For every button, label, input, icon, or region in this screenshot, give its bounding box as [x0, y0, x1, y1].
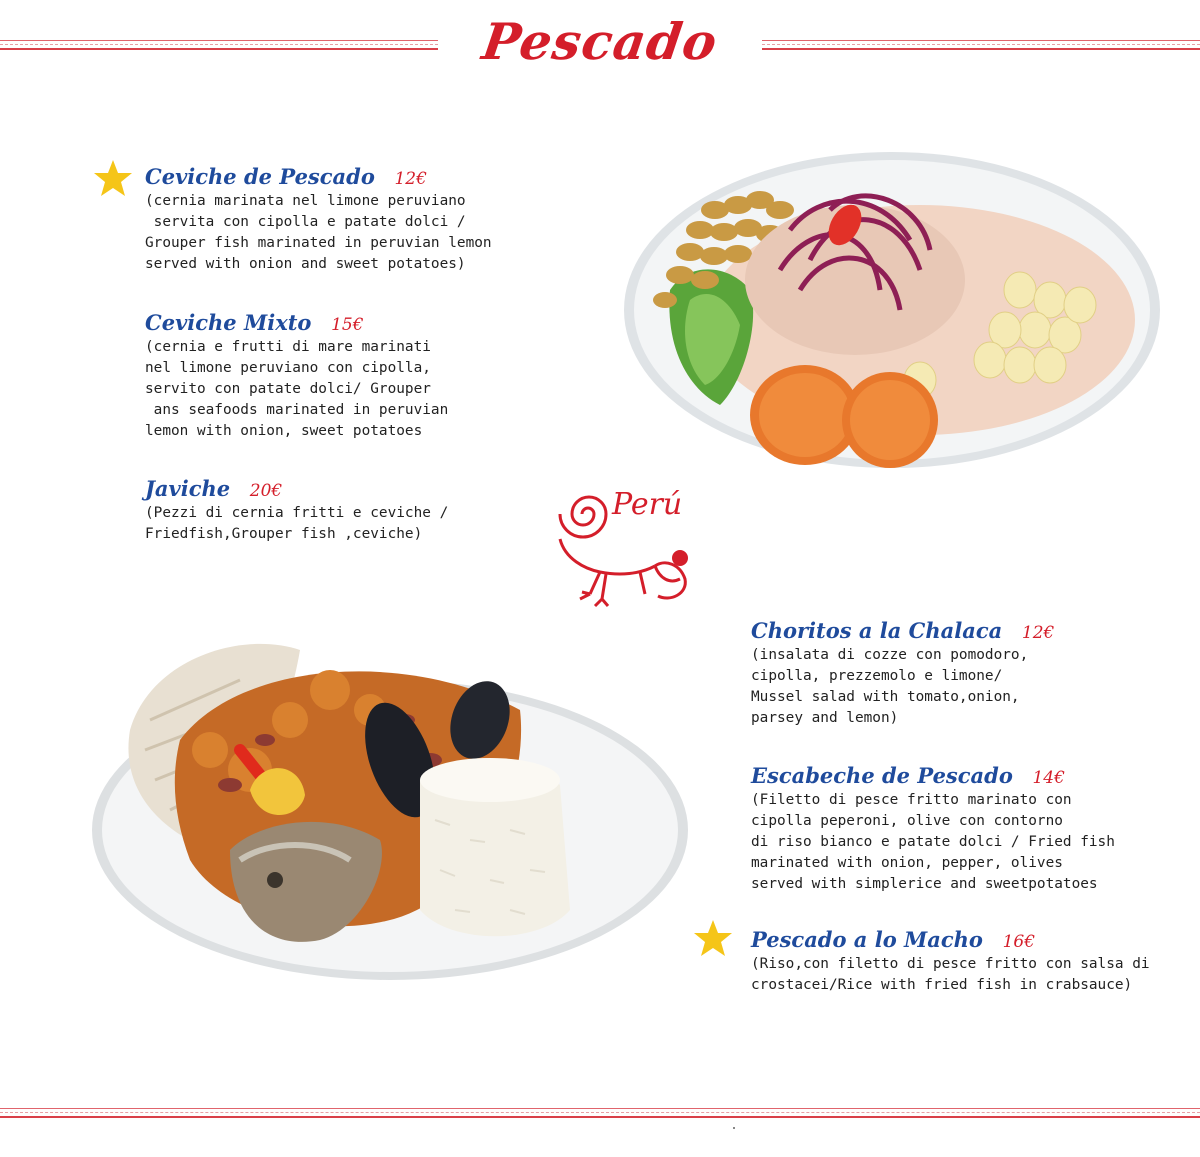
nazca-monkey-icon — [540, 484, 710, 614]
menu-item-price: 16€ — [1002, 932, 1036, 952]
page-title: Pescado — [478, 12, 722, 71]
menu-item-price: 12€ — [1021, 623, 1055, 643]
menu-item-description: (cernia e frutti di mare marinati nel limone peruviano con cipolla, servito con patate dolci/ Grouper ans seafoods marinated in peruvian lemon with onion, sweet potatoes — [145, 339, 449, 439]
menu-item-description: (Filetto di pesce fritto marinato con cipolla peperoni, olive con contorno di riso bianco e patate dolci / Fried fish marinated with onion, pepper, olives served with simplerice and sweetpotatoes — [751, 792, 1115, 892]
logo-text: Perú — [612, 487, 683, 522]
menu-item-description: (Pezzi di cernia fritti e ceviche / Friedfish,Grouper fish ,ceviche) — [145, 505, 449, 542]
menu-item-price: 12€ — [394, 169, 427, 189]
menu-item-ceviche-mixto — [145, 309, 448, 442]
ceviche-dish-photo — [620, 150, 1165, 480]
menu-item-name: Choritos a la Chalaca — [751, 618, 1003, 643]
menu-item-choritos-a-la-chalaca — [751, 617, 1054, 729]
menu-item-escabeche-de-pescado — [751, 762, 1115, 895]
menu-item-name: Javiche — [145, 476, 231, 501]
footer-divider — [0, 1108, 1200, 1118]
footer-dot — [733, 1127, 735, 1129]
menu-item-name: Pescado a lo Macho — [751, 927, 983, 952]
menu-item-name: Ceviche Mixto — [145, 310, 312, 335]
star-icon — [693, 918, 733, 958]
menu-item-pescado-a-lo-macho — [751, 926, 1150, 996]
menu-item-name: Escabeche de Pescado — [751, 763, 1013, 788]
star-icon — [93, 158, 133, 198]
menu-item-ceviche-de-pescado — [145, 163, 492, 275]
menu-item-description: (insalata di cozze con pomodoro, cipolla, prezzemolo e limone/ Mussel salad with tomato,onion, parsey and lemon) — [751, 647, 1029, 726]
menu-item-javiche — [145, 475, 448, 545]
menu-item-description: (cernia marinata nel limone peruviano servita con cipolla e patate dolci / Grouper fish marinated in peruvian lemon served with onion and sweet potatoes) — [145, 193, 492, 272]
menu-item-description: (Riso,con filetto di pesce fritto con salsa di crostacei/Rice with fried fish in crabsauce) — [751, 956, 1150, 993]
pescado-a-lo-macho-photo — [90, 620, 690, 985]
menu-item-price: 14€ — [1032, 768, 1065, 788]
menu-item-price: 20€ — [249, 481, 283, 501]
menu-item-name: Ceviche de Pescado — [145, 164, 375, 189]
menu-item-price: 15€ — [331, 315, 364, 335]
